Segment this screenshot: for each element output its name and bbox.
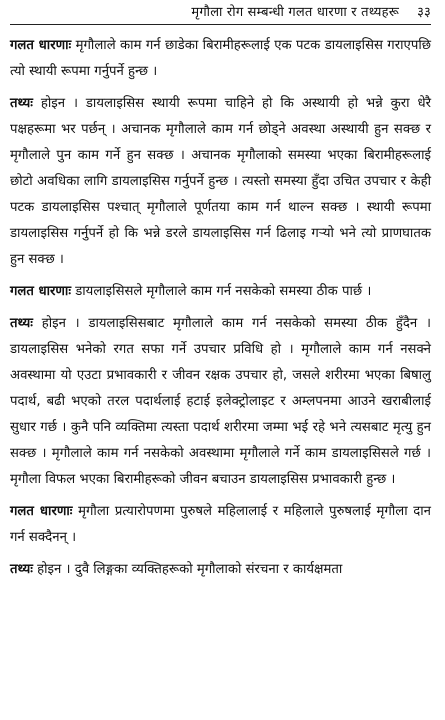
fact-text: होइन । डायलाइसिसबाट मृगौलाले काम गर्न नसकेको समस्या ठीक हुँदैन । डायलाइसिस भनेको रगत सफा गर्ने उपचार प्रविधि हो । मृगौलाले काम गर्न नसक्ने अवस्थामा यो एउटा प्रभावकारी र जीवन रक्षक उपचार हो, जसले शरीरमा भएका बिषालु पदार्थ, बढी भएको तरल पदार्थलाई हटाई इलेक्ट्रोलाइट र अम्लपनमा आउने खराबीलाई सुधार गर्छ । कुनै पनि व्यक्तिमा त्यस्ता पदार्थ शरीरमा जम्मा भई रहे भने त्यसबाट मृत्यु हुन सक्छ । मृगौलाले काम गर्न नसकेको अवस्थामा मृगौलाले गर्ने काम डायलाइसिसले गर्छ । मृगौला विफल भएका बिरामीहरूको जीवन बचाउन डायलाइसिस प्रभावकारी हुन्छ । [10,316,431,487]
fact-text: होइन । डायलाइसिस स्थायी रूपमा चाहिने हो कि अस्थायी हो भन्ने कुरा धेरै पक्षहरूमा भर पर्छन् । अचानक मृगौलाले काम गर्न छोड्ने अवस्था अस्थायी हुन सक्छ र मृगौलाले पुन काम गर्ने हुन सक्छ । अचानक मृगौलाको समस्या भएका बिरामीहरूलाई छोटो अवधिका लागि डायलाइसिस गर्नुपर्ने हुन्छ । त्यस्तो समस्या हुँदा उचित उपचार र केही पटक डायलाइसिस पश्चात् मृगौलाले पूर्णतया काम गर्न थाल्न सक्छ । स्थायी रूपमा डायलाइसिस गर्नुपर्ने हो कि भन्ने डरले डायलाइसिस गर्न ढिलाइ गऱ्यो भने त्यो प्राणघातक हुन सक्छ । [10,96,431,267]
myth-label: गलत धारणाः [10,504,73,519]
running-header [10,0,431,24]
myth-paragraph [10,33,431,85]
running-header-title: मृगौला रोग सम्बन्धी गलत धारणा र तथ्यहरू [191,5,400,20]
myth-label: गलत धारणाः [10,284,72,299]
myth-paragraph [10,499,431,551]
fact-paragraph [10,311,431,493]
fact-label: तथ्यः [10,316,33,331]
fact-text: होइन । दुवै लिङ्गका व्यक्तिहरूको मृगौलाको संरचना र कार्यक्षमता [32,562,343,577]
header-rule [10,24,431,25]
myth-label: गलत धारणाः [10,38,72,53]
page-number: ३३ [417,5,431,20]
myth-text: मृगौलाले काम गर्न छाडेका बिरामीहरूलाई एक पटक डायलाइसिस गराएपछि त्यो स्थायी रूपमा गर्नुपर्ने हुन्छ । [10,38,431,79]
myth-text: मृगौला प्रत्यारोपणमा पुरुषले महिलालाई र महिलाले पुरुषलाई मृगौला दान गर्न सक्दैनन् । [10,504,431,545]
fact-label: तथ्यः [10,96,33,111]
myth-text: डायलाइसिसले मृगौलाले काम गर्न नसकेको समस्या ठीक पार्छ । [71,284,372,299]
fact-label: तथ्यः [10,562,33,577]
fact-paragraph [10,557,431,583]
myth-paragraph [10,279,431,305]
fact-paragraph [10,91,431,273]
